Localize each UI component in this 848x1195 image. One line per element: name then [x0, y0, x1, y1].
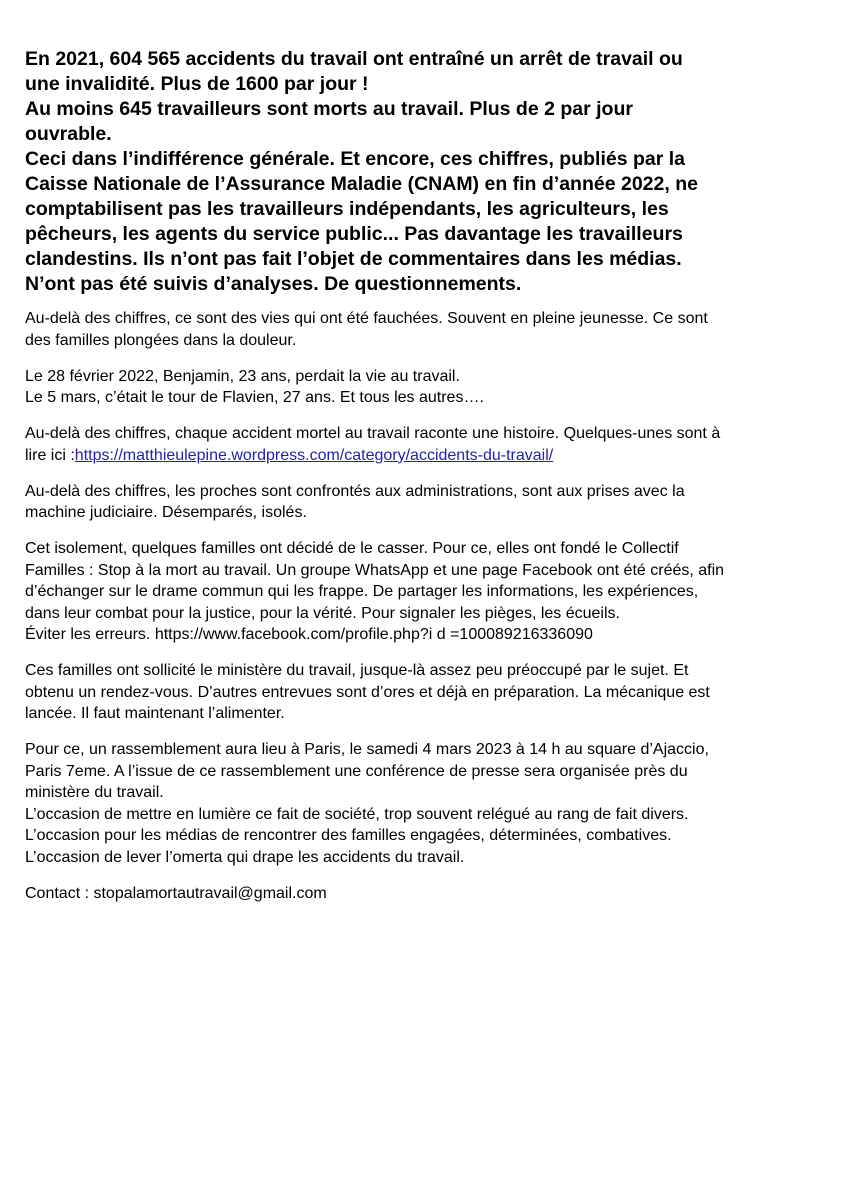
- paragraph-line: L’occasion pour les médias de rencontrer des familles engagées, déterminées, combatives.: [25, 827, 672, 844]
- paragraph-line: d’échanger sur le drame commun qui les frappe. De partager les informations, les expériences,: [25, 583, 699, 600]
- paragraph-rassemblement-paris: [25, 739, 820, 868]
- heading-line: Caisse Nationale de l’Assurance Maladie (CNAM) en fin d’année 2022, ne: [25, 173, 698, 195]
- paragraph-contact-email: [25, 883, 820, 905]
- paragraph-line: machine judiciaire. Désemparés, isolés.: [25, 504, 307, 521]
- paragraph-line: Au-delà des chiffres, chaque accident mortel au travail raconte une histoire. Quelques-unes sont à: [25, 425, 721, 442]
- paragraph-line: Au-delà des chiffres, ce sont des vies qui ont été fauchées. Souvent en pleine jeunesse. Ce sont: [25, 310, 708, 327]
- heading-line: Ceci dans l’indifférence générale. Et encore, ces chiffres, publiés par la: [25, 148, 685, 170]
- paragraph-line: des familles plongées dans la douleur.: [25, 331, 297, 349]
- paragraph-line: Familles : Stop à la mort au travail. Un groupe WhatsApp et une page Facebook ont été créés, afin: [25, 561, 725, 579]
- paragraph-line: L’occasion de mettre en lumière ce fait de société, trop souvent relégué au rang de fait divers.: [25, 805, 689, 823]
- heading-line: pêcheurs, les agents du service public... Pas davantage les travailleurs: [25, 223, 683, 245]
- paragraph-collectif-familles: [25, 538, 820, 646]
- paragraph-line: Le 5 mars, c’était le tour de Flavien, 27 ans. Et tous les autres….: [25, 389, 484, 406]
- contact-line: Contact : stopalamortautravail@gmail.com: [25, 884, 327, 902]
- paragraph-line: Au-delà des chiffres, les proches sont confrontés aux administrations, sont aux prises avec la: [25, 482, 685, 500]
- paragraph-line: Cet isolement, quelques familles ont décidé de le casser. Pour ce, elles ont fondé le Collectif: [25, 540, 679, 557]
- paragraph-victims-dates: [25, 366, 820, 409]
- paragraph-line: lancée. Il faut maintenant l’alimenter.: [25, 705, 285, 722]
- paragraph-line: Le 28 février 2022, Benjamin, 23 ans, perdait la vie au travail.: [25, 367, 460, 385]
- paragraph-line: ministère du travail.: [25, 784, 164, 801]
- heading-line: ouvrable.: [25, 123, 112, 145]
- paragraph-line: obtenu un rendez-vous. D’autres entrevues sont d’ores et déjà en préparation. La mécanique est: [25, 683, 710, 701]
- paragraph-line-with-link: [25, 445, 820, 467]
- wordpress-accidents-link[interactable]: https://matthieulepine.wordpress.com/category/accidents-du-travail/: [74, 446, 554, 464]
- paragraph-line: Pour ce, un rassemblement aura lieu à Paris, le samedi 4 mars 2023 à 14 h au square d’Ajaccio,: [25, 741, 709, 758]
- heading-line: clandestins. Ils n’ont pas fait l’objet de commentaires dans les médias.: [25, 248, 682, 270]
- heading-line: N’ont pas été suivis d’analyses. De questionnements.: [25, 273, 522, 295]
- paragraph-families-administration: [25, 481, 820, 524]
- paragraph-stories-link: [25, 423, 820, 466]
- heading-line: En 2021, 604 565 accidents du travail ont entraîné un arrêt de travail ou: [25, 48, 683, 70]
- paragraph-line: Paris 7eme. A l’issue de ce rassemblement une conférence de presse sera organisée près du: [25, 762, 688, 780]
- paragraph-line: L’occasion de lever l’omerta qui drape les accidents du travail.: [25, 848, 465, 866]
- link-prefix-text: lire ici :: [25, 446, 75, 464]
- paragraph-ministere-travail: [25, 660, 820, 725]
- heading-line: une invalidité. Plus de 1600 par jour !: [25, 73, 369, 95]
- paragraph-line: Ces familles ont sollicité le ministère du travail, jusque-là assez peu préoccupé par le sujet. Et: [25, 662, 689, 679]
- paragraph-line: dans leur combat pour la justice, pour la vérité. Pour signaler les pièges, les écueils.: [25, 604, 620, 622]
- heading-line: comptabilisent pas les travailleurs indépendants, les agriculteurs, les: [25, 198, 669, 220]
- heading-line: Au moins 645 travailleurs sont morts au travail. Plus de 2 par jour: [25, 98, 633, 120]
- document-body: [25, 308, 820, 904]
- paragraph-beyond-figures-lives: [25, 308, 820, 351]
- document-heading: [25, 47, 820, 297]
- paragraph-line-facebook-url: Éviter les erreurs. https://www.facebook.com/profile.php?i d =100089216336090: [25, 626, 593, 643]
